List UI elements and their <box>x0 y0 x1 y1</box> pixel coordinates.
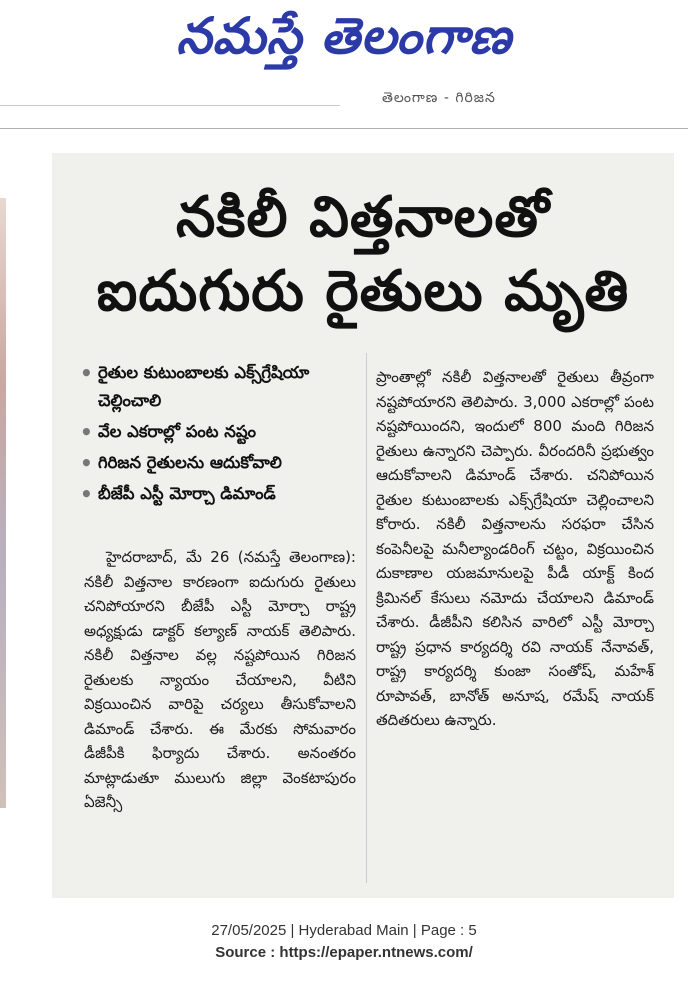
bullet-icon: • <box>80 361 93 385</box>
highlight-item: • గిరిజన రైతులను ఆదుకోవాలి <box>80 451 282 475</box>
headline <box>52 181 674 329</box>
bullet-icon: • <box>80 482 93 506</box>
column-divider <box>366 353 367 883</box>
source-line: Source : https://epaper.ntnews.com/ <box>215 944 473 961</box>
bullet-icon: • <box>80 451 93 475</box>
headline-line-1: నకిలీ విత్తనాలతో <box>175 185 551 250</box>
highlight-item: • రైతుల కుటుంబాలకు ఎక్స్‌గ్రేషియా చెల్లించాలి <box>80 361 310 410</box>
page-footer <box>0 920 688 964</box>
edition-line: 27/05/2025 | Hyderabad Main | Page : 5 <box>211 922 477 939</box>
newspaper-logo: నమస్తే తెలంగాణ <box>176 6 512 65</box>
highlight-item: • వేల ఎకరాల్లో పంట నష్టం <box>80 420 256 444</box>
masthead-divider <box>0 128 688 129</box>
masthead-divider-left <box>0 105 340 106</box>
highlights-list <box>78 359 368 511</box>
news-clipping <box>52 153 674 898</box>
adjacent-photo-edge <box>0 198 6 808</box>
masthead <box>0 0 688 80</box>
bullet-icon: • <box>80 420 93 444</box>
headline-line-2: ఐదుగురు రైతులు మృతి <box>96 259 630 324</box>
highlight-item: • బీజేపీ ఎస్టీ మోర్చా డిమాండ్ <box>80 482 276 506</box>
article-body-left: హైదరాబాద్, మే 26 (నమస్తే తెలంగాణ): నకిలీ విత్తనాల కారణంగా ఐదుగురు రైతులు చనిపోయారని బీజేపీ ఎస్టీ మోర్చా రాష్ట్ర అధ్యక్షుడు డాక్టర్ కల్యాణ్ నాయక్ తెలిపారు. నకిలీ విత్తనాల వల్ల నష్టపోయిన గిరిజన రైతులకు న్యాయం చేయాలని, వీటిని విక్రయించిన వారిపై చర్యలు తీసుకోవాలని డిమాండ్ చేశారు. ఈ మేరకు సోమవారం డీజీపీకి ఫిర్యాదు చేశారు. అనంతరం మాట్లాడుతూ ములుగు జిల్లా వెంకటాపురం ఏజెన్సీ <box>84 548 356 811</box>
article-body-right: ప్రాంతాల్లో నకిలీ విత్తనాలతో రైతులు తీవ్రంగా నష్టపోయారని తెలిపారు. 3,000 ఎకరాల్లో పంట నష్టపోయిందని, ఇందులో 800 మంది గిరిజన రైతులు ఉన్నారని చెప్పారు. వీరందరినీ ప్రభుత్వం ఆదుకోవాలని డిమాండ్ చేశారు. చనిపోయిన రైతుల కుటుంబాలకు ఎక్స్‌గ్రేషియా చెల్లించాలని కోరారు. నకిలీ విత్తనాలను సరఫరా చేసిన కంపెనీలపై మనీల్యాండరింగ్ చట్టం, విక్రయించిన దుకాణాల యజమానులపై పీడీ యాక్ట్ కింద క్రిమినల్ కేసులు నమోదు చేయాలని డిమాండ్ చేశారు. డీజీపీని కలిసిన వారిలో ఎస్టీ మోర్చా రాష్ట్ర ప్రధాన కార్యదర్శి రవి నాయక్ నేనావత్, రాష్ట్ర కార్యదర్శి కుంజా సంతోష్, మహేశ్ రూపావత్, బానోత్ అనూష, రమేష్ నాయక్ తదితరులు ఉన్నారు. <box>376 368 654 729</box>
masthead-strip-text: తెలంగాణ - గిరిజన <box>382 90 496 106</box>
